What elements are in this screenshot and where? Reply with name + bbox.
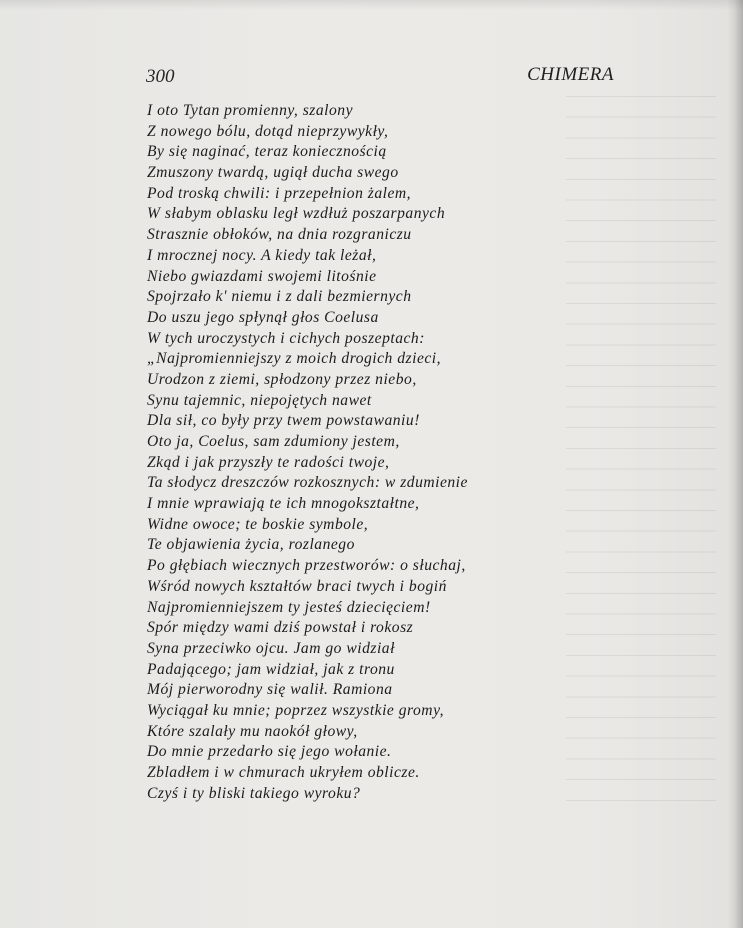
poem-line: Te objawienia życia, rozlanego bbox=[147, 536, 355, 554]
poem-line: „Najpromienniejszy z moich drogich dzieci, bbox=[147, 350, 442, 368]
poem-line: I oto Tytan promienny, szalony bbox=[147, 102, 354, 119]
poem-line: Niebo gwiazdami swojemi litośnie bbox=[147, 267, 377, 285]
poem-line: Urodzon z ziemi, spłodzony przez niebo, bbox=[147, 370, 417, 388]
poem-line: Spór między wami dziś powstał i rokosz bbox=[147, 619, 414, 637]
poem-line: Które szalały mu naokół głowy, bbox=[147, 722, 358, 740]
poem-line: Syna przeciwko ojcu. Jam go widział bbox=[147, 639, 395, 657]
poem-line: I mnie wprawiają te ich mnogokształtne, bbox=[147, 495, 420, 513]
page-top-shadow bbox=[0, 0, 743, 10]
poem-line: Zkąd i jak przyszły te radości twoje, bbox=[147, 453, 390, 471]
poem-line: I mrocznej nocy. A kiedy tak leżał, bbox=[147, 246, 377, 264]
page-number: 300 bbox=[146, 66, 175, 87]
poem-line: Po głębiach wiecznych przestworów: o słuchaj, bbox=[147, 557, 466, 575]
poem-line: Najpromienniejszem ty jesteś dziecięciem! bbox=[147, 598, 431, 616]
poem-line: Pod troską chwili: i przepełnion żalem, bbox=[147, 184, 412, 202]
poem-line: Zbladłem i w chmurach ukryłem oblicze. bbox=[147, 764, 420, 781]
poem-line: Widne owoce; te boskie symbole, bbox=[147, 515, 369, 533]
poem-text bbox=[147, 101, 597, 804]
page-header bbox=[146, 62, 614, 90]
poem-line: Padającego; jam widział, jak z tronu bbox=[147, 660, 395, 678]
poem-line: Spojrzało k' niemu i z dali bezmiernych bbox=[147, 288, 412, 306]
poem-line: Do mnie przedarło się jego wołanie. bbox=[147, 743, 392, 761]
poem-line: Zmuszony twardą, ugiął ducha swego bbox=[147, 164, 399, 182]
poem-line: W słabym oblasku legł wzdłuż poszarpanych bbox=[147, 205, 446, 223]
poem-line: Z nowego bólu, dotąd nieprzywykły, bbox=[147, 122, 389, 140]
poem-line: Do uszu jego spłynął głos Coelusa bbox=[147, 308, 379, 326]
poem-line: Strasznie obłoków, na dnia rozgraniczu bbox=[147, 226, 412, 244]
poem-line: Czyś i ty bliski takiego wyroku? bbox=[147, 784, 361, 802]
poem-line: Mój pierworodny się walił. Ramiona bbox=[147, 681, 393, 699]
poem-line: Wśród nowych kształtów braci twych i bogiń bbox=[147, 577, 447, 595]
running-head: CHIMERA bbox=[527, 64, 614, 85]
poem-line: By się naginać, teraz koniecznością bbox=[147, 143, 387, 161]
poem-line: Ta słodycz dreszczów rozkosznych: w zdumienie bbox=[147, 474, 468, 492]
poem-line: Oto ja, Coelus, sam zdumiony jestem, bbox=[147, 433, 400, 450]
poem-line: Dla sił, co były przy twem powstawaniu! bbox=[147, 412, 420, 430]
poem-line: W tych uroczystych i cichych poszeptach: bbox=[147, 329, 425, 347]
page-gutter-shadow bbox=[727, 0, 743, 928]
poem-line: Synu tajemnic, niepojętych nawet bbox=[147, 391, 372, 409]
poem-line: Wyciągał ku mnie; poprzez wszystkie gromy, bbox=[147, 701, 445, 719]
